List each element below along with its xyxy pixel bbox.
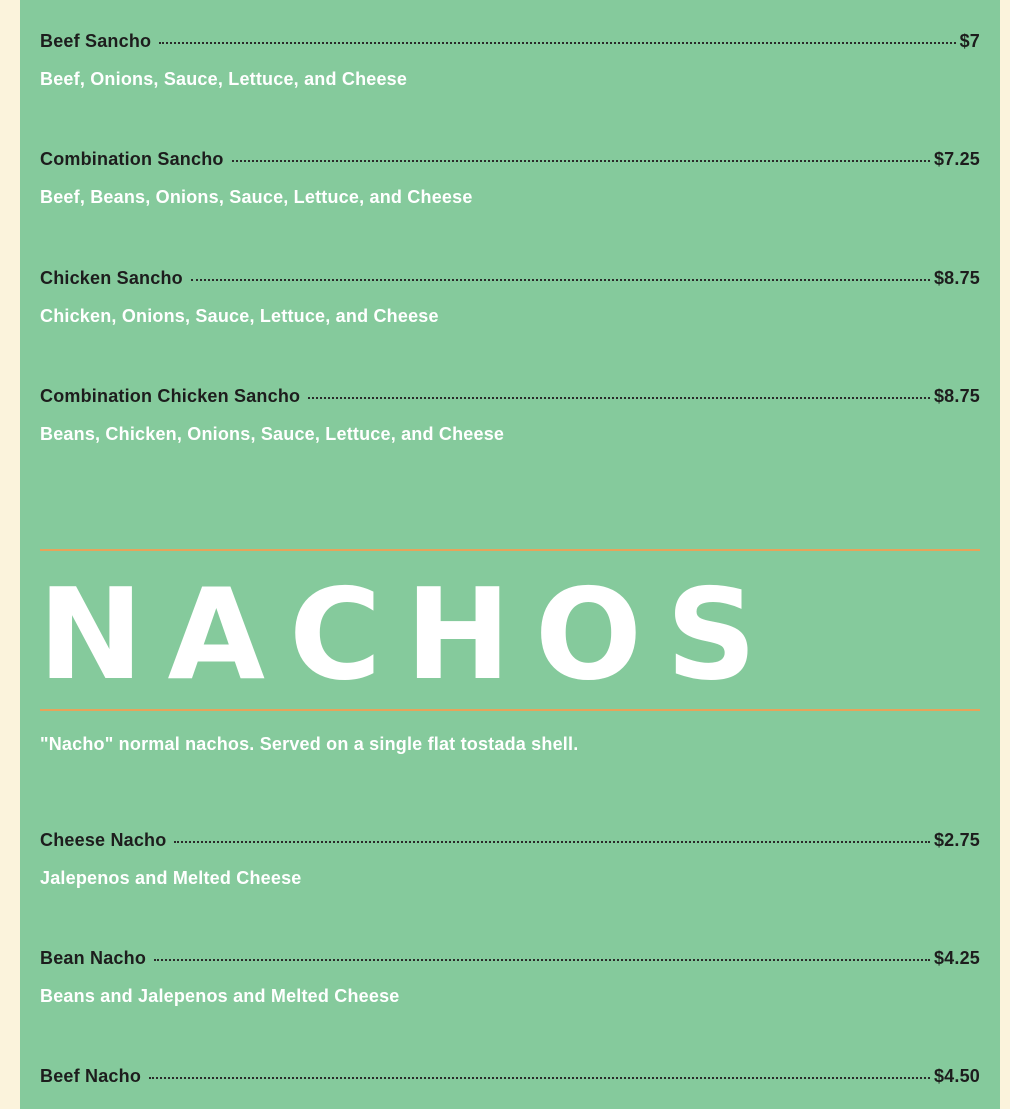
menu-item-combination-sancho — [40, 149, 980, 208]
leader-dots — [159, 42, 955, 44]
section-title-nachos: NACHOS — [38, 561, 781, 708]
item-price: $4.50 — [933, 1066, 980, 1086]
leader-dots — [191, 279, 930, 281]
item-description: Jalepenos and Melted Cheese — [40, 868, 302, 888]
section-intro: "Nacho" normal nachos. Served on a single flat tostada shell. — [40, 734, 579, 754]
item-price: $8.75 — [933, 386, 980, 406]
menu-item-beef-nacho — [40, 1066, 980, 1090]
item-name: Bean Nacho — [40, 948, 147, 968]
item-description: Beef, Onions, Sauce, Lettuce, and Cheese — [40, 69, 408, 89]
item-name: Cheese Nacho — [40, 830, 167, 850]
item-name: Combination Chicken Sancho — [40, 386, 301, 406]
leader-dots — [154, 959, 930, 961]
item-price: $2.75 — [933, 830, 980, 850]
leader-dots — [232, 160, 930, 162]
item-name: Beef Sancho — [40, 31, 152, 51]
item-description: Beans and Jalepenos and Melted Cheese — [40, 986, 400, 1006]
item-name: Chicken Sancho — [40, 268, 183, 288]
item-price: $4.25 — [933, 948, 980, 968]
item-price: $7 — [959, 31, 980, 51]
menu-panel — [20, 0, 1000, 1109]
item-price: $8.75 — [933, 268, 980, 288]
item-name: Combination Sancho — [40, 149, 224, 169]
menu-item-chicken-sancho — [40, 268, 980, 327]
menu-item-bean-nacho — [40, 948, 980, 1007]
section-rule-bottom — [40, 709, 980, 711]
item-price: $7.25 — [933, 149, 980, 169]
item-name: Beef Nacho — [40, 1066, 142, 1086]
item-description: Chicken, Onions, Sauce, Lettuce, and Cheese — [40, 306, 439, 326]
item-description: Beans, Chicken, Onions, Sauce, Lettuce, and Cheese — [40, 424, 505, 444]
leader-dots — [149, 1077, 930, 1079]
menu-item-combination-chicken-sancho — [40, 386, 980, 445]
item-description: Beef, Beans, Onions, Sauce, Lettuce, and Cheese — [40, 187, 473, 207]
menu-item-cheese-nacho — [40, 830, 980, 889]
leader-dots — [174, 841, 930, 843]
menu-item-beef-sancho — [40, 31, 980, 90]
section-rule-top — [40, 549, 980, 551]
leader-dots — [308, 397, 930, 399]
